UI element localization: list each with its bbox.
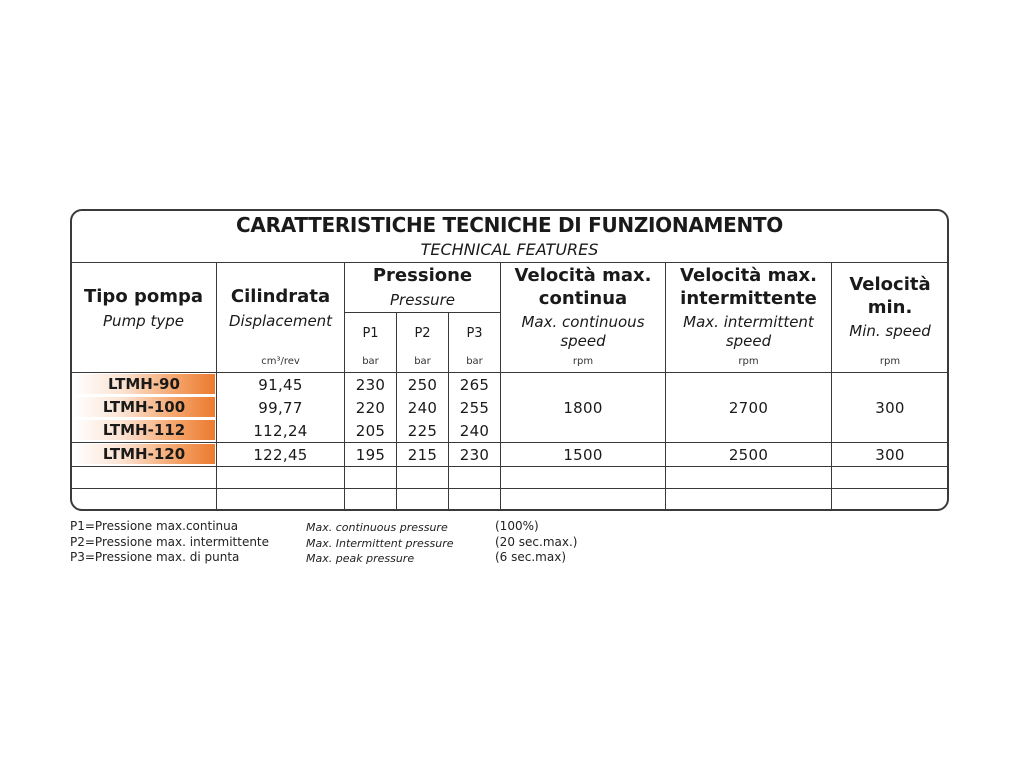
legend-code: P2=Pressione max. intermittente xyxy=(70,535,270,549)
model-cell: LTMH-112 xyxy=(73,420,215,440)
header-type-en: Pump type xyxy=(103,312,184,330)
header-min-speed-2: min. xyxy=(867,297,913,318)
header-min-speed-1: Velocità xyxy=(849,274,931,295)
header-displacement: Cilindrata xyxy=(230,286,331,307)
header-cont-speed-2: continua xyxy=(538,288,628,309)
p2-cell: 240 xyxy=(407,399,438,417)
table-subtitle: TECHNICAL FEATURES xyxy=(420,240,599,259)
p1-cell: 205 xyxy=(355,422,386,440)
displacement-cell: 91,45 xyxy=(258,376,303,394)
header-p2: P2 xyxy=(414,326,431,341)
model-cell: LTMH-100 xyxy=(73,397,215,417)
legend-note: (6 sec.max) xyxy=(495,550,567,564)
header-p1: P1 xyxy=(362,326,379,341)
legend-code: P3=Pressione max. di punta xyxy=(70,550,240,564)
p3-cell: 255 xyxy=(459,399,490,417)
p1-cell: 230 xyxy=(355,376,386,394)
divider xyxy=(345,312,500,313)
cont-speed-cell: 1800 xyxy=(563,399,603,417)
header-int-speed-en-1: Max. intermittent xyxy=(683,313,814,331)
p2-cell: 225 xyxy=(407,422,438,440)
displacement-unit: cm³/rev xyxy=(261,356,300,367)
cont-speed-unit: rpm xyxy=(572,356,594,367)
divider xyxy=(71,262,948,263)
legend-en: Max. Intermittent pressure xyxy=(306,537,454,550)
p3-cell: 240 xyxy=(459,422,490,440)
legend-note: (100%) xyxy=(495,519,539,533)
header-cont-speed-en-2: speed xyxy=(560,332,606,350)
p3-cell: 230 xyxy=(459,446,490,464)
header-int-speed-1: Velocità max. xyxy=(680,265,817,286)
header-pressure: Pressione xyxy=(372,265,473,286)
displacement-cell: 99,77 xyxy=(258,399,303,417)
p1-cell: 220 xyxy=(355,399,386,417)
table-title: CARATTERISTICHE TECNICHE DI FUNZIONAMENTO xyxy=(236,213,783,237)
min-speed-unit: rpm xyxy=(879,356,901,367)
header-cont-speed-en-1: Max. continuous xyxy=(521,313,645,331)
displacement-cell: 112,24 xyxy=(253,422,308,440)
legend-en: Max. continuous pressure xyxy=(306,521,448,534)
legend-en: Max. peak pressure xyxy=(306,552,415,565)
cont-speed-cell: 1500 xyxy=(563,446,603,464)
divider xyxy=(71,442,948,443)
min-speed-cell: 300 xyxy=(875,399,905,417)
header-pressure-en: Pressure xyxy=(390,291,455,309)
p2-unit: bar xyxy=(414,356,431,367)
p3-unit: bar xyxy=(466,356,483,367)
p2-cell: 250 xyxy=(407,376,438,394)
p1-unit: bar xyxy=(362,356,379,367)
displacement-cell: 122,45 xyxy=(253,446,308,464)
divider xyxy=(71,488,948,489)
int-speed-cell: 2500 xyxy=(728,446,769,464)
header-int-speed-2: intermittente xyxy=(680,288,817,309)
legend-note: (20 sec.max.) xyxy=(495,535,578,549)
int-speed-unit: rpm xyxy=(738,356,759,367)
min-speed-cell: 300 xyxy=(875,446,905,464)
int-speed-cell: 2700 xyxy=(728,399,769,417)
header-type: Tipo pompa xyxy=(83,286,203,307)
header-p3: P3 xyxy=(466,326,483,341)
header-min-speed-en: Min. speed xyxy=(849,322,931,340)
p2-cell: 215 xyxy=(407,446,438,464)
model-cell: LTMH-120 xyxy=(73,444,215,464)
divider xyxy=(71,372,948,373)
model-cell: LTMH-90 xyxy=(73,374,215,394)
legend-code: P1=Pressione max.continua xyxy=(70,519,239,533)
header-cont-speed-1: Velocità max. xyxy=(514,265,652,286)
p3-cell: 265 xyxy=(459,376,490,394)
divider xyxy=(71,466,948,467)
header-int-speed-en-2: speed xyxy=(725,332,772,350)
header-displacement-en: Displacement xyxy=(228,312,333,330)
p1-cell: 195 xyxy=(355,446,386,464)
